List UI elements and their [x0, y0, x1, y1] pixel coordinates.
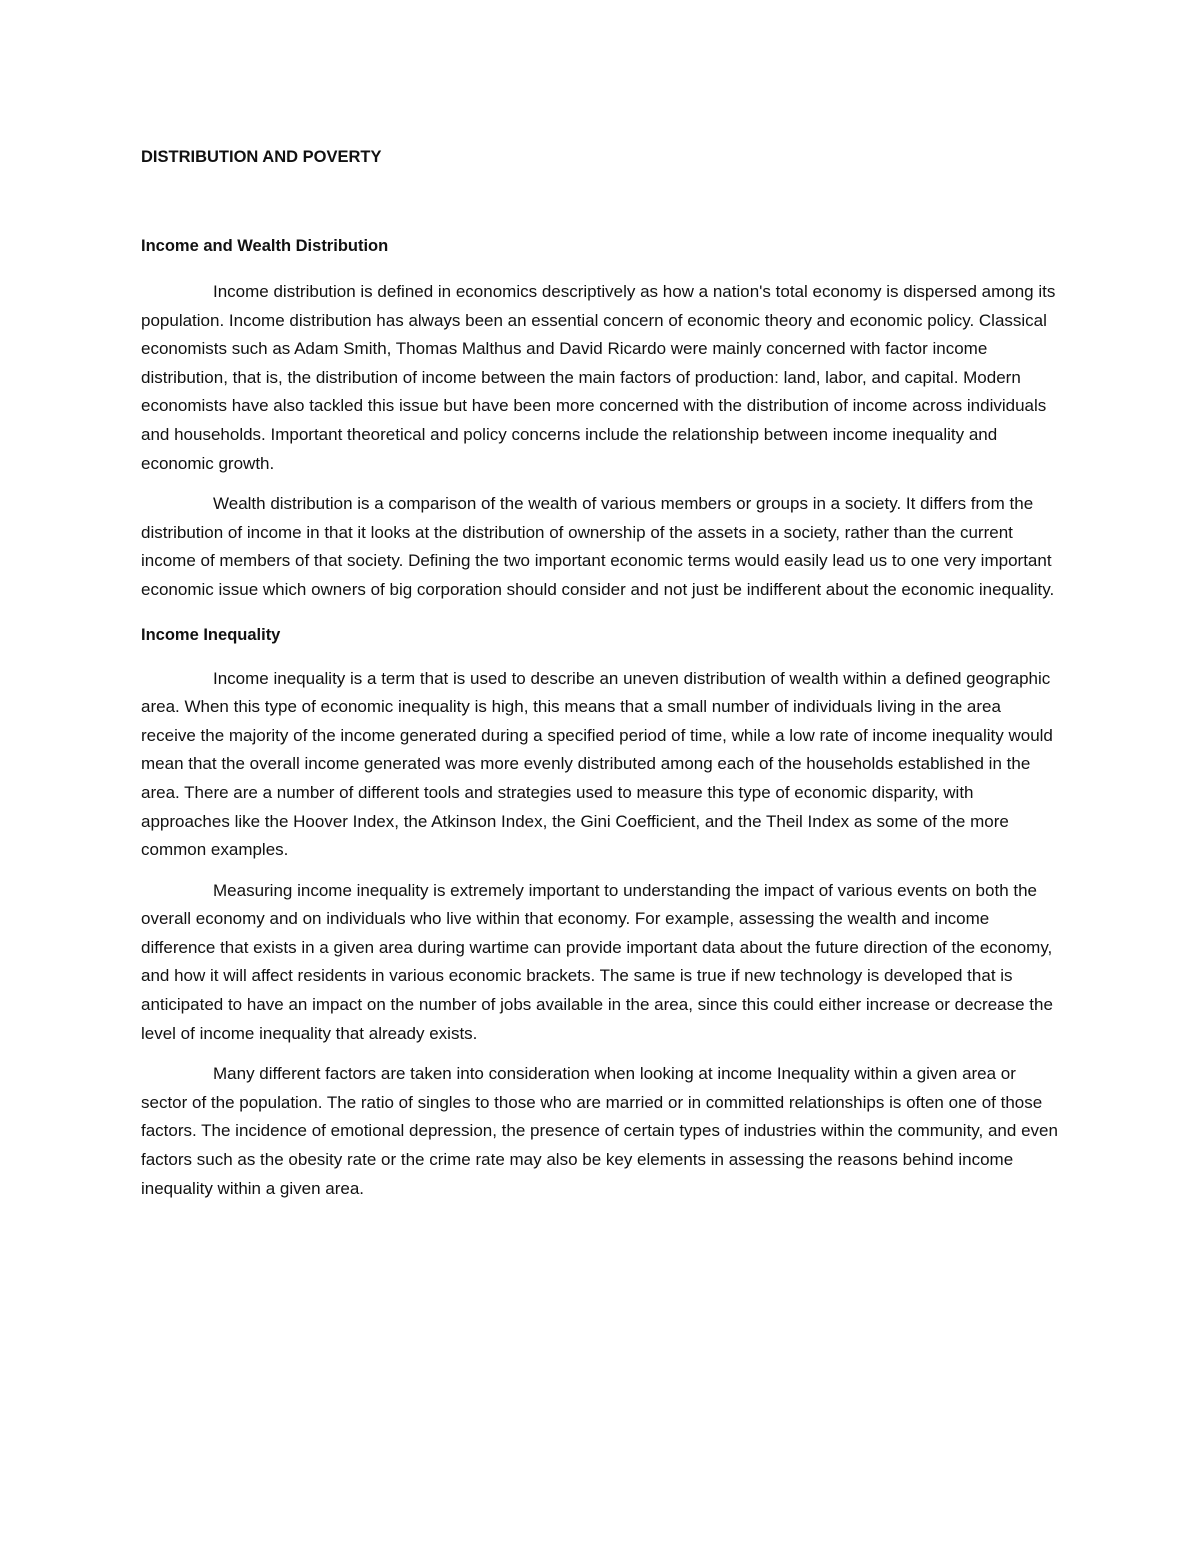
document-title: DISTRIBUTION AND POVERTY: [141, 148, 382, 166]
paragraph-measuring-income-inequality: Measuring income inequality is extremely important to understanding the impact of various events on both the overall economy and on individuals who live within that economy. For example, assessing the wealth and income difference that exists in a given area during wartime can provide important data about the future direction of the economy, and how it will affect residents in various economic brackets. The same is true if new technology is developed that is anticipated to have an impact on the number of jobs available in the area, since this could either increase or decrease the level of income inequality that already exists.: [141, 880, 1053, 1043]
paragraph-income-distribution: Income distribution is defined in economics descriptively as how a nation's total economy is dispersed among its population. Income distribution has always been an essential concern of economic theory and economic policy. Classical economists such as Adam Smith, Thomas Malthus and David Ricardo were mainly concerned with factor income distribution, that is, the distribution of income between the main factors of production: land, labor, and capital. Modern economists have also tackled this issue but have been more concerned with the distribution of income across individuals and households. Important theoretical and policy concerns include the relationship between income inequality and economic growth.: [141, 282, 1056, 473]
paragraph-income-inequality-definition: Income inequality is a term that is used to describe an uneven distribution of wealth within a defined geographic area. When this type of economic inequality is high, this means that a small number of individuals living in the area receive the majority of the income generated during a specified period of time, while a low rate of income inequality would mean that the overall income generated was more evenly distributed among each of the households established in the area. There are a number of different tools and strategies used to measure this type of economic disparity, with approaches like the Hoover Index, the Atkinson Index, the Gini Coefficient, and the Theil Index as some of the more common examples.: [141, 668, 1053, 860]
paragraph-wealth-distribution: Wealth distribution is a comparison of the wealth of various members or groups in a society. It differs from the distribution of income in that it looks at the distribution of ownership of the assets in a society, rather than the current income of members of that society. Defining the two important economic terms would easily lead us to one very important economic issue which owners of big corporation should consider and not just be indifferent about the economic inequality.: [141, 494, 1055, 599]
paragraph-inequality-factors: Many different factors are taken into consideration when looking at income Inequality within a given area or sector of the population. The ratio of singles to those who are married or in committed relationships is often one of those factors. The incidence of emotional depression, the presence of certain types of industries within the community, and even factors such as the obesity rate or the crime rate may also be key elements in assessing the reasons behind income inequality within a given area.: [141, 1064, 1058, 1198]
section-heading-income-inequality: Income Inequality: [141, 625, 281, 644]
section-heading-income-wealth-distribution: Income and Wealth Distribution: [141, 237, 389, 255]
